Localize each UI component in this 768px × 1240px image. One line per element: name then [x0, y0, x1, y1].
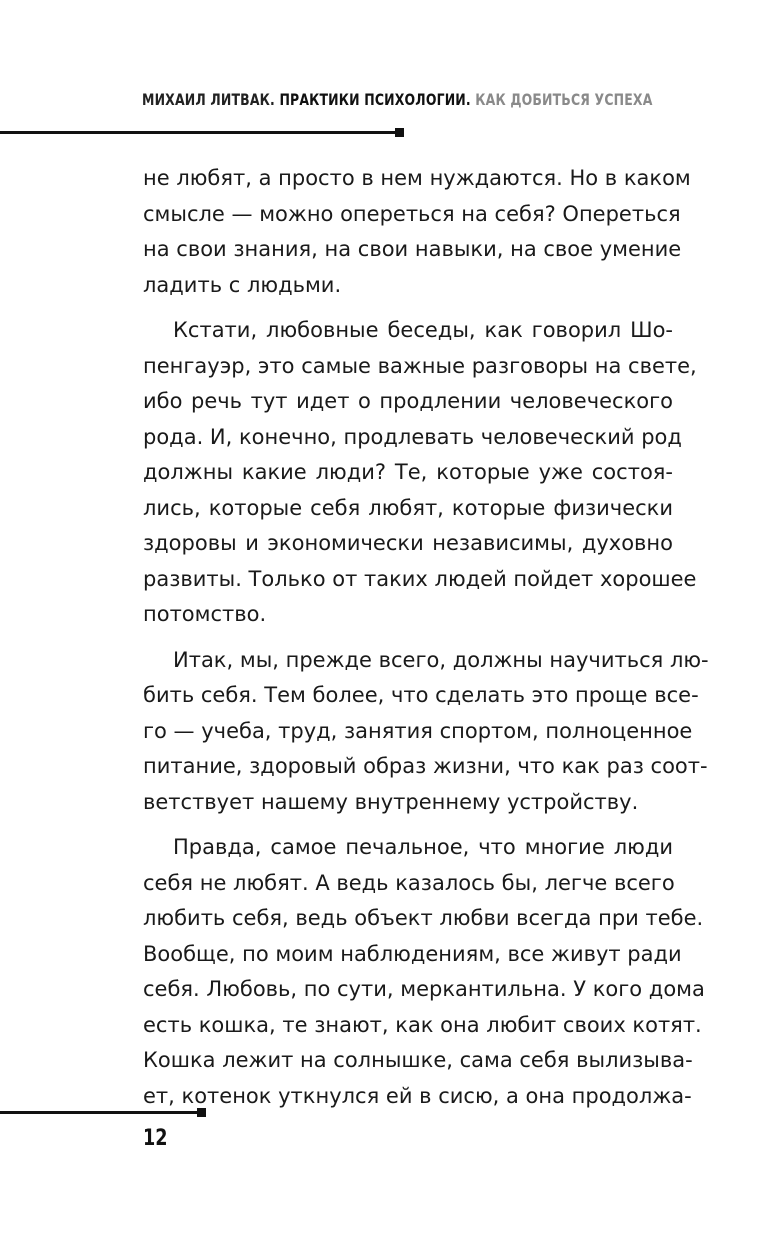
text-line: ветствует нашему внутреннему устройству. [143, 789, 639, 814]
page-number: 12 [143, 1126, 168, 1151]
text-line: любить себя, ведь объект любви всегда при тебе. [143, 906, 704, 930]
text-line: лись, которые себя любят, которые физически [143, 495, 673, 520]
footer-rule-end-marker [197, 1108, 206, 1117]
paragraph-4 [143, 830, 705, 1114]
text-line: Кстати, любовные беседы, как говорил Шо- [173, 318, 673, 342]
paragraph-2 [143, 313, 697, 633]
header-rule [0, 131, 400, 134]
text-line: пенгауэр, это самые важные разговоры на свете, [143, 353, 697, 378]
text-line: ибо речь тут идет о продлении человеческого [143, 389, 673, 413]
text-line: здоровы и экономически независимы, духовно [143, 531, 673, 555]
text-line: не любят, а просто в нем нуждаются. Но в каком [143, 166, 691, 190]
text-line: себя не любят. А ведь казалось бы, легче всего [143, 870, 675, 895]
text-line: на свои знания, на свои навыки, на свое умение [143, 237, 682, 261]
header-book-subtitle: КАК ДОБИТЬСЯ УСПЕХА [475, 90, 653, 109]
header-author: МИХАИЛ ЛИТВАК. [142, 90, 275, 109]
text-line: должны какие люди? Те, которые уже состоя- [143, 460, 673, 484]
text-line: Правда, самое печальное, что многие люди [173, 835, 673, 859]
header-rule-end-marker [395, 128, 404, 137]
paragraph-3 [143, 643, 709, 821]
text-line: есть кошка, те знают, как она любит своих котят. [143, 1012, 702, 1037]
text-line: потомство. [143, 602, 267, 626]
text-line: Итак, мы, прежде всего, должны научиться лю- [173, 647, 709, 672]
text-line: бить себя. Тем более, что сделать это проще все- [143, 683, 699, 707]
text-line: ет, котенок уткнулся ей в сисю, а она продолжа- [143, 1083, 692, 1108]
text-line: ладить с людьми. [143, 272, 342, 297]
text-line: себя. Любовь, по сути, меркантильна. У кого дома [143, 977, 705, 1001]
text-line: смысле — можно опереться на себя? Опереться [143, 201, 681, 226]
text-line: питание, здоровый образ жизни, что как раз соот- [143, 754, 708, 778]
text-line: го — учеба, труд, занятия спортом, полноценное [143, 718, 693, 743]
text-line: Кошка лежит на солнышке, сама себя вылизыва- [143, 1048, 693, 1072]
text-line: рода. И, конечно, продлевать человеческий род [143, 424, 682, 449]
paragraph-1 [143, 161, 691, 303]
body-text [143, 161, 709, 1114]
text-line: развиты. Только от таких людей пойдет хорошее [143, 566, 697, 591]
running-header [142, 90, 653, 109]
header-book-title: ПРАКТИКИ ПСИХОЛОГИИ. [279, 90, 471, 109]
footer-rule [0, 1111, 202, 1114]
text-line: Вообще, по моим наблюдениям, все живут ради [143, 941, 682, 966]
